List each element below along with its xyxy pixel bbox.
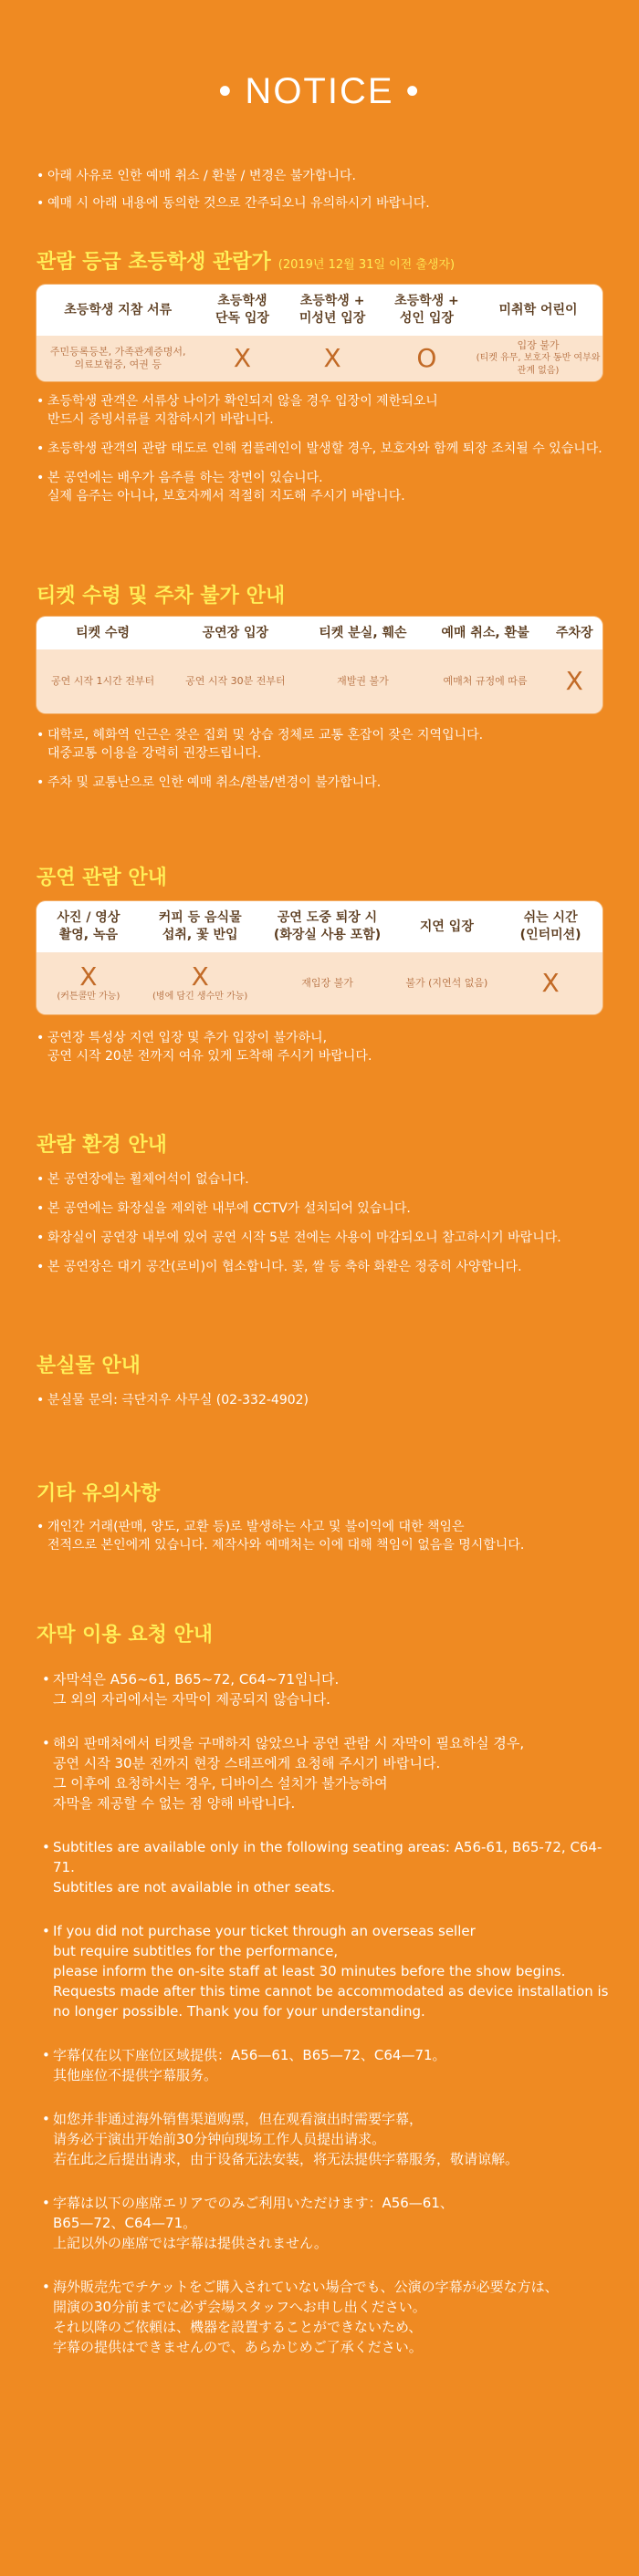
table-header-cell [424, 617, 546, 649]
text-line: 재발권 불가 [337, 675, 389, 687]
text-line: 공연장 입장 [202, 625, 269, 640]
header-text [159, 909, 242, 944]
text-line: (인터미션) [519, 928, 581, 942]
table-cell [260, 952, 395, 1014]
section-age-rating-notes [37, 392, 602, 516]
list-item-line: 대중교통 이용을 강력히 권장드립니다. [47, 746, 262, 761]
list-item [42, 1669, 612, 1709]
list-item [37, 1518, 602, 1554]
table-cell [547, 649, 602, 713]
header-text [319, 625, 406, 642]
header-text [64, 302, 172, 319]
list-item-line: • 화장실이 공연장 내부에 있어 공연 시작 5분 전에는 사용이 마감되오니 참고하시기 바랍니다. [47, 1231, 561, 1245]
section-lost-found [37, 1350, 602, 1378]
list-item-line: 그 외의 자리에서는 자막이 제공되지 않습니다. [53, 1691, 330, 1708]
table-cell [169, 649, 301, 713]
intro-notes [37, 167, 602, 222]
mark: X [233, 343, 252, 373]
text-line: 지연 입장 [419, 919, 474, 934]
text-line: 예매처 규정에 따름 [443, 675, 528, 687]
table-header-cell [260, 901, 395, 952]
list-item-line: • 본 공연에는 배우가 음주를 하는 장면이 있습니다. [47, 471, 323, 485]
list-item [37, 1258, 602, 1276]
list-item-line: but require subtitles for the performance, [53, 1943, 339, 1959]
list-item-line: • 자막석은 A56~61, B65~72, C64~71입니다. [53, 1671, 340, 1688]
list-item-line: • 초등학생 관객의 관람 태도로 인해 컴플레인이 발생할 경우, 보호자와 함께 퇴장 조치될 수 있습니다. [47, 441, 602, 456]
text-line: 촬영, 녹음 [58, 928, 119, 942]
list-item-line: 자막을 제공할 수 없는 점 양해 바랍니다. [53, 1795, 296, 1812]
text-line: 의료보험증, 여권 등 [74, 358, 162, 370]
section-environment-notes [37, 1170, 602, 1287]
section-title: 티켓 수령 및 주차 불가 안내 [37, 585, 286, 608]
list-item-line: no longer possible. Thank you for your understanding. [53, 2003, 425, 2020]
list-item-line: • 본 공연장에는 휠체어석이 없습니다. [47, 1172, 249, 1187]
list-item-line: 若在此之后提出请求，由于设备无法安装，将无法提供字幕服务，敬请谅解。 [53, 2151, 519, 2167]
text-line: 성인 입장 [399, 311, 454, 326]
mark: X [541, 968, 560, 998]
text-line: 공연 시작 30분 전부터 [185, 675, 286, 687]
header-text [394, 293, 459, 327]
viewing-guide-table [37, 901, 602, 1014]
list-item [37, 1200, 602, 1218]
mark: X [191, 961, 209, 992]
table-cell [199, 336, 285, 381]
list-item-line: 반드시 증빙서류를 지참하시기 바랍니다. [47, 412, 274, 427]
cell-text [185, 675, 286, 688]
list-item [42, 2277, 612, 2357]
table-header-cell [169, 617, 301, 649]
list-item-line: 공연 시작 30분 전까지 현장 스태프에게 요청해 주시기 바랍니다. [53, 1755, 441, 1771]
table-header-cell [547, 617, 602, 649]
section-viewing-guide-notes [37, 1029, 602, 1076]
text-line: 쉬는 시간 [523, 910, 578, 925]
list-item [37, 1029, 602, 1065]
list-item [37, 440, 602, 458]
list-item-line: B65—72、C64—71。 [53, 2215, 197, 2231]
list-item-line: 그 이후에 요청하시는 경우, 디바이스 설치가 불가능하여 [53, 1775, 388, 1792]
mark: X [565, 666, 583, 696]
cell-subtext: (커튼콜만 가능) [57, 992, 120, 1002]
section-title: 기타 유의사항 [37, 1482, 161, 1505]
table-cell [424, 649, 546, 713]
header-text [274, 909, 381, 944]
header-text [203, 625, 269, 642]
text-line: 섭취, 꽃 반입 [162, 928, 238, 942]
list-item [37, 726, 602, 763]
cell-text [301, 977, 353, 990]
text-line: 단독 입장 [215, 311, 269, 326]
table-cell [301, 649, 424, 713]
text-line: 입장 불가 [517, 339, 560, 351]
intro-note: • 아래 사유로 인한 예매 취소 / 환불 / 변경은 불가합니다. [37, 167, 602, 185]
header-text [57, 909, 120, 944]
list-item [37, 469, 602, 505]
table-header-cell [141, 901, 260, 952]
table-header-row [37, 285, 602, 336]
age-rating-table [37, 285, 602, 381]
cell-text [337, 675, 389, 688]
list-item [37, 774, 602, 792]
table-header-cell [37, 285, 199, 336]
list-item-line: • 분실물 문의: 극단지우 사무실 (02-332-4902) [47, 1393, 309, 1407]
section-subtitles-notes [42, 1669, 612, 2381]
text-line: 사진 / 영상 [57, 910, 120, 925]
text-line: 주차장 [555, 625, 593, 640]
list-item-line: • 字幕仅在以下座位区域提供：A56—61、B65—72、C64—71。 [53, 2047, 446, 2063]
section-ticket-parking [37, 580, 602, 608]
list-item [42, 1733, 612, 1813]
text-line: 초등학생 + [299, 294, 365, 308]
list-item [42, 1921, 612, 2021]
table-cell [37, 952, 141, 1014]
list-item-line: • 海外販売先でチケットをご購入されていない場合でも、公演の字幕が必要な方は、 [53, 2279, 559, 2295]
section-age-rating [37, 246, 602, 275]
list-item-line: • 如您并非通过海外销售渠道购票，但在观看演出时需要字幕， [53, 2111, 424, 2127]
birth-date-note: (2019년 12월 31일 이전 출생자) [278, 258, 456, 272]
list-item [37, 392, 602, 429]
table-cell [474, 336, 602, 381]
table-header-cell [498, 901, 602, 952]
text-line: 초등학생 + [394, 294, 459, 308]
section-ticket-parking-notes [37, 726, 602, 803]
cell-text [50, 346, 186, 371]
table-header-cell [285, 285, 379, 336]
text-line: 티켓 분실, 훼손 [319, 625, 407, 640]
list-item-line: 실제 음주는 아니나, 보호자께서 적절히 지도해 주시기 바랍니다. [47, 489, 405, 504]
text-line: 공연 시작 1시간 전부터 [51, 675, 155, 687]
list-item-line: • 본 공연장은 대기 공간(로비)이 협소합니다. 꽃, 쌀 등 축하 화환은 정중히 사양합니다. [47, 1260, 522, 1274]
table-header-row [37, 617, 602, 649]
list-item-line: • 개인간 거래(판매, 양도, 교환 등)로 발생하는 사고 및 불이익에 대한 책임은 [47, 1520, 465, 1534]
section-environment [37, 1129, 602, 1158]
cell-text [518, 339, 560, 352]
section-title-text: 관람 등급 초등학생 관람가 [37, 251, 271, 274]
list-item-line: • 본 공연에는 화장실을 제외한 내부에 CCTV가 설치되어 있습니다. [47, 1201, 411, 1216]
table-header-cell [394, 901, 498, 952]
text-line: 미취학 어린이 [498, 302, 578, 317]
section-title: 관람 환경 안내 [37, 1134, 167, 1157]
header-text [76, 625, 130, 642]
page-title: • NOTICE • [218, 71, 421, 111]
list-item-line: • 공연장 특성상 지연 입장 및 추가 입장이 불가하니, [47, 1031, 328, 1045]
section-lost-found-notes [37, 1391, 602, 1420]
text-line: 공연 도중 퇴장 시 [277, 910, 378, 925]
section-other [37, 1478, 602, 1506]
list-item-line: それ以降のご依頼は、機器を設置することができないため、 [53, 2319, 423, 2335]
mark: X [323, 343, 341, 373]
mark: O [416, 343, 437, 373]
text-line: (화장실 사용 포함) [273, 928, 382, 942]
list-item-line: • 주차 및 교통난으로 인한 예매 취소/환불/변경이 불가합니다. [47, 775, 382, 790]
table-header-cell [37, 617, 169, 649]
header-text [215, 293, 269, 327]
table-cell [37, 336, 199, 381]
list-item [42, 2045, 612, 2085]
table-cell [394, 952, 498, 1014]
list-item-line: 字幕の提供はできませんので、あらかじめご了承ください。 [53, 2339, 423, 2355]
list-item-line: Subtitles are not available in other seats. [53, 1879, 336, 1896]
table-row [37, 649, 602, 713]
list-item [42, 1837, 612, 1897]
header-text [299, 293, 366, 327]
list-item-line: • 해외 판매처에서 티켓을 구매하지 않았으나 공연 관람 시 자막이 필요하실 경우, [53, 1735, 525, 1751]
header-text [420, 919, 474, 936]
header-text [520, 909, 581, 944]
table-header-cell [37, 901, 141, 952]
table-cell [141, 952, 260, 1014]
list-item [37, 1391, 602, 1409]
list-item-line: 전적으로 본인에게 있습니다. 제작사와 예매처는 이에 대해 책임이 없음을 명시합니다. [47, 1538, 525, 1553]
cell-text [51, 675, 154, 688]
section-viewing-guide [37, 862, 602, 890]
cell-subtext: (병에 담긴 생수만 가능) [152, 992, 248, 1002]
list-item-line: 공연 시작 20분 전까지 여유 있게 도착해 주시기 바랍니다. [47, 1049, 372, 1064]
list-item-line: • 초등학생 관객은 서류상 나이가 확인되지 않을 경우 입장이 제한되오니 [47, 394, 438, 409]
list-item-line: 開演の30分前までに必ず会場スタッフへお申し出ください。 [53, 2299, 426, 2315]
cell-text [405, 977, 487, 990]
header-text [441, 625, 529, 642]
list-item [37, 1229, 602, 1247]
table-header-cell [474, 285, 602, 336]
header-text [499, 302, 578, 319]
text-line: 미성년 입장 [299, 311, 366, 326]
list-item-line: Requests made after this time cannot be accommodated as device installation is [53, 1983, 609, 2000]
section-title [37, 246, 602, 275]
list-item-line: 上記以外の座席では字幕は提供されません。 [53, 2235, 328, 2251]
table-cell [37, 649, 169, 713]
text-line: 티켓 수령 [76, 625, 131, 640]
list-item [42, 2193, 612, 2253]
text-line: 재입장 불가 [301, 977, 353, 989]
text-line: 초등학생 지참 서류 [64, 302, 173, 317]
table-row [37, 952, 602, 1014]
mark: X [79, 961, 98, 992]
list-item [42, 2109, 612, 2169]
text-line: 불가 (지연석 없음) [405, 977, 488, 989]
list-item-line: • 대학로, 혜화역 인근은 잦은 집회 및 상습 정체로 교통 혼잡이 잦은 지역입니다. [47, 728, 484, 743]
list-item-line: • Subtitles are available only in the following seating areas: A56-61, B65-72, C64-71. [53, 1839, 602, 1875]
section-other-notes [37, 1518, 602, 1565]
list-item-line: 其他座位不提供字幕服务。 [53, 2067, 218, 2083]
text-line: 주민등록등본, 가족관계증명서, [49, 346, 186, 358]
table-cell [498, 952, 602, 1014]
table-cell [380, 336, 474, 381]
table-header-cell [301, 617, 424, 649]
cell-text [444, 675, 528, 688]
section-subtitles [37, 1619, 602, 1647]
section-title: 공연 관람 안내 [37, 867, 167, 889]
table-cell [285, 336, 379, 381]
ticket-parking-table [37, 617, 602, 713]
table-row [37, 336, 602, 381]
list-item [37, 1170, 602, 1189]
intro-note: • 예매 시 아래 내용에 동의한 것으로 간주되오니 유의하시기 바랍니다. [37, 194, 602, 213]
section-title: 자막 이용 요청 안내 [37, 1624, 213, 1646]
list-item-line: • If you did not purchase your ticket through an overseas seller [53, 1923, 476, 1939]
cell-subtext: (티켓 유무, 보호자 동반 여부와 관계 없음) [476, 353, 601, 376]
text-line: 초등학생 [217, 294, 267, 308]
section-title: 분실물 안내 [37, 1355, 141, 1377]
list-item-line: 请务必于演出开始前30分钟向现场工作人员提出请求。 [53, 2131, 386, 2147]
header-text [556, 625, 593, 642]
text-line: 커피 등 음식물 [158, 910, 242, 925]
table-header-row [37, 901, 602, 952]
list-item-line: please inform the on-site staff at least 30 minutes before the show begins. [53, 1963, 566, 1979]
text-line: 예매 취소, 환불 [441, 625, 529, 640]
list-item-line: • 字幕は以下の座席エリアでのみご利用いただけます：A56—61、 [53, 2195, 454, 2211]
table-header-cell [199, 285, 285, 336]
table-header-cell [380, 285, 474, 336]
